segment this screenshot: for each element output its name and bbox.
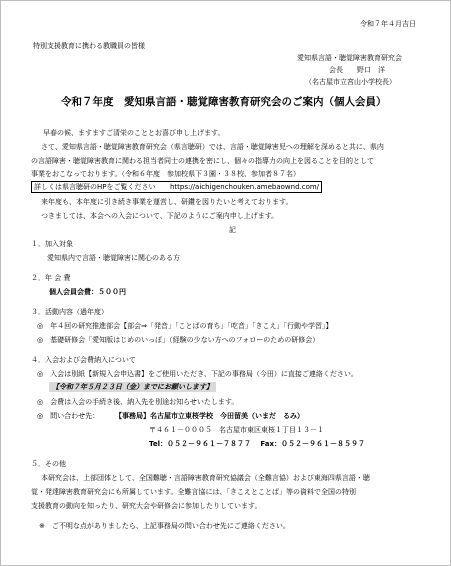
section-3-heading: ３．活動内容（過年度） [31, 308, 108, 316]
issue-date: 令和７年４月吉日 [360, 20, 416, 28]
intro-line-2: さて、愛知県言語・聴覚障害教育研究会（県言聴研）では、言語・聴覚障害児への理解を深めると共に、県内 [41, 143, 384, 151]
section-5-line-1: 本研究会は、上部団体として、全国難聴・言語障害教育研究協議会（全難言協）および東海四県言語・聴 [41, 474, 370, 482]
contact-tel-fax: Tel：０５２－９６１－７８７７ Fax：０５２－９６１－８５９７ [149, 440, 366, 448]
section-5-line-2: 覚・発達障害教育研究会にも所属しています。全難言協には、「きこえとことば」等の資料で全国の特別 [31, 488, 356, 496]
section-2-heading: ２．年 会 費 [31, 274, 71, 282]
section-4-item-1: ◎ 入会は別紙【新規入会申込書】をご使用いただき、下記の事務局（今田）に直接ご連絡ください。 [37, 370, 358, 378]
section-2-body: 個人会員会費：５００円 [49, 288, 126, 296]
intro-line-3: の言語障害・聴覚障害教育に関わる担当者同士の連携を密にし、個々の指導力の向上を図ることを目的として [31, 157, 374, 165]
section-1-heading: １．加入対象 [31, 240, 73, 248]
contact-label: ◎ 問い合わせ先： [37, 412, 100, 420]
hp-link[interactable]: https://aichigenchouken.amebaownd.com/ [169, 183, 320, 191]
document-title: 令和７年度 愛知県言語・聴覚障害教育研究会のご案内（個人会員） [61, 96, 387, 108]
sender-affiliation: （名古屋市立宮山小学校長） [305, 78, 396, 86]
section-4-item-2: ◎ 会費は入会の手続き後、納入先を別途お知らせいたします。 [37, 398, 239, 406]
deadline-notice: 【令和７年５月２３日（金）までにお願いします】 [49, 382, 216, 392]
section-5-heading: ５．その他 [31, 460, 66, 468]
intro-line-1: 早春の候、ますますご清栄のこととお喜び申し上げます。 [43, 129, 225, 137]
section-5-line-3: 支援教育の動向を知ったり、研究大会や研修会に参加したりしています。 [31, 502, 262, 510]
section-3-item-2: ◎ 基礎研修会「愛知版はじめのいっぽ」（経験の少ない方へのフォローのための研修会） [37, 336, 320, 344]
hp-info-text: 詳しくは県言聴研のHPをご覧ください [34, 183, 156, 191]
contact-office: 【事務局】名古屋市立東桜学校 今田留美（いまだ るみ） [115, 412, 304, 420]
addressee: 特別支援教育に携わる教職員の皆様 [33, 42, 145, 50]
contact-address: 〒４６１－０００５ 名古屋市東区東桜１丁目１３－１ [149, 426, 324, 434]
sender-org: 愛知県言語・聴覚障害教育研究会 [297, 54, 402, 62]
intro-line-4: 事業をおこなっております。（令和６年度 参加校県下３園・３８校、参加者８７名） [31, 170, 300, 178]
closing-note: ※ ご不明な点がありましたら、上記事務局の問い合わせ先にご連絡ください。 [39, 522, 290, 530]
hp-info-box [31, 181, 322, 193]
section-1-body: 愛知県内で言語・聴覚障害に関心のある方 [47, 254, 180, 262]
sender-chair: 会長 野口 洋 [329, 66, 385, 74]
intro2-line-1: 来年度も、本年度に引き続き事業を運営し、研鑽を図りたいと考えております。 [41, 198, 293, 206]
section-3-item-1: ◎ 年４回の研究推進部会【部会⇒「発音」「ことばの育ち」「吃音」「きこえ」「行動や学習」】 [37, 322, 333, 330]
section-4-heading: ４．入会および会費納入について [31, 356, 136, 364]
ki-heading: 記 [229, 226, 236, 234]
intro2-line-2: つきましては、本会への入会について、下記のようにご案内申し上げます。 [41, 212, 279, 220]
